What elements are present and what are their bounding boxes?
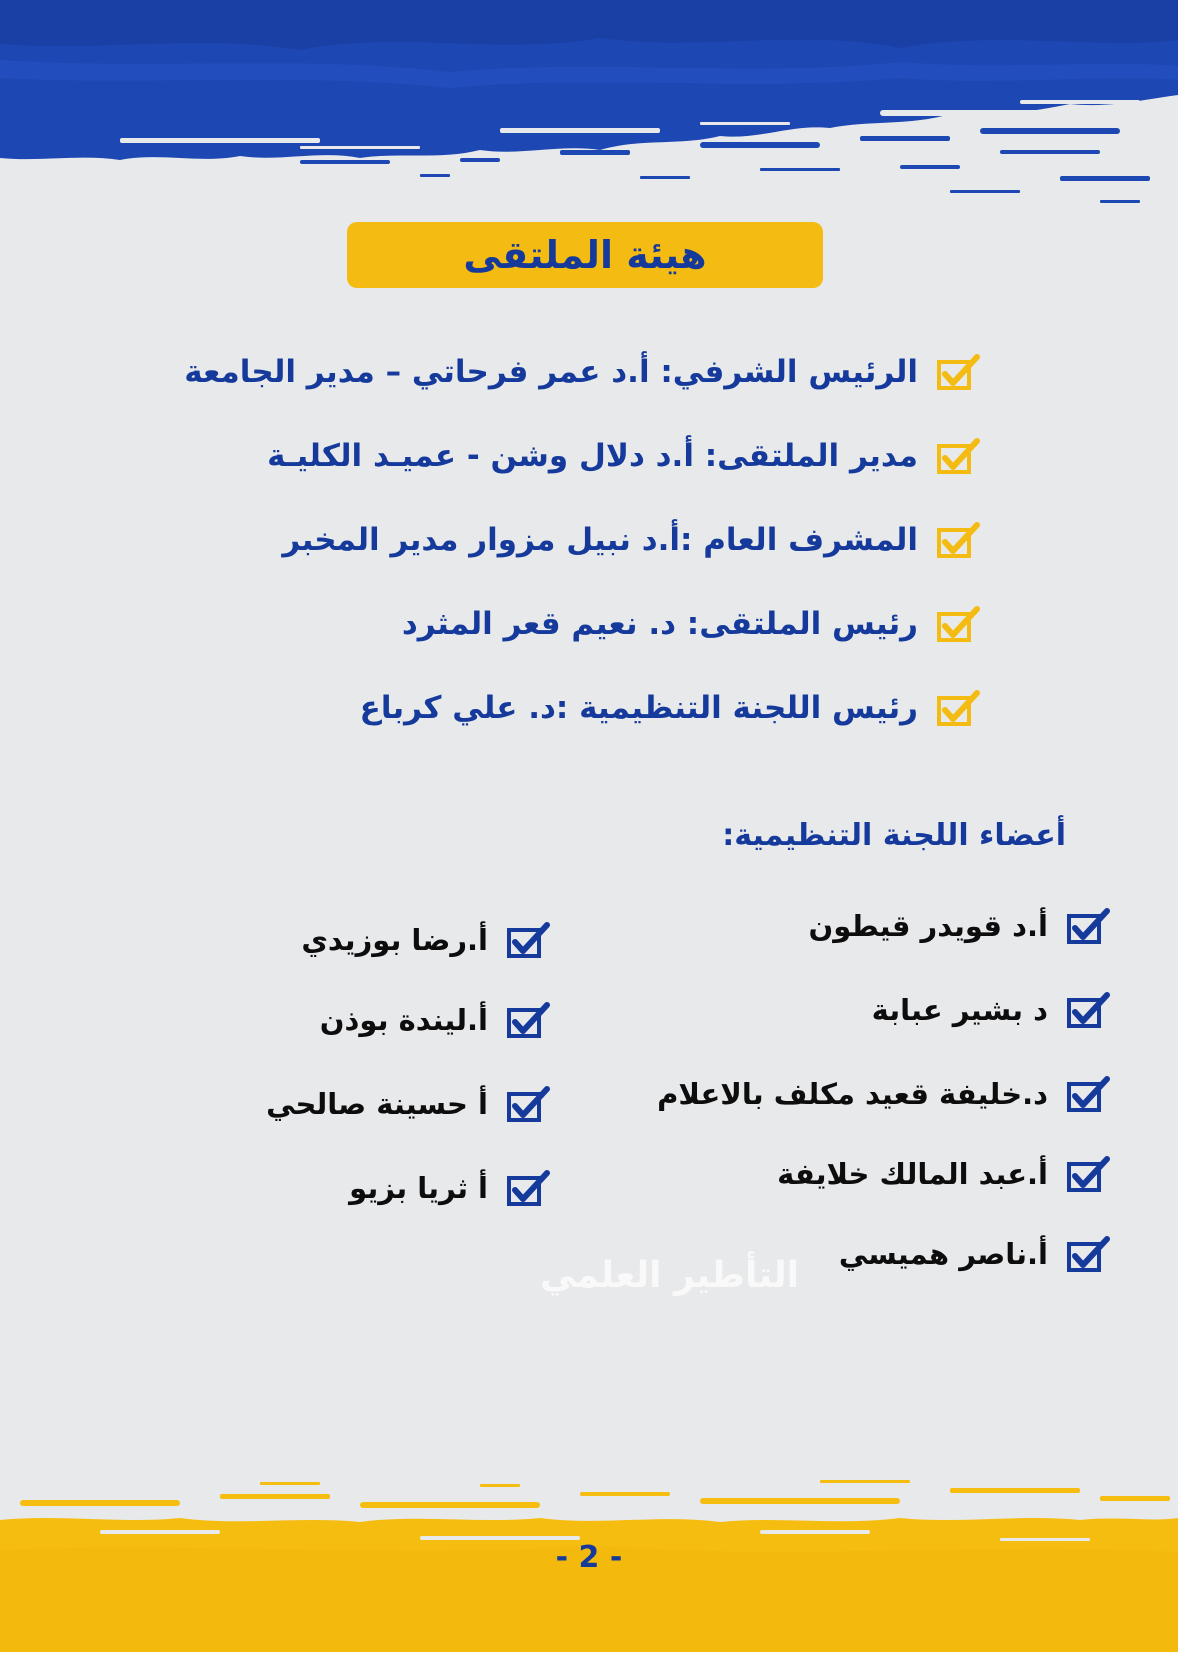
committee-text: المشرف العام :أ.د نبيل مزوار مدير المخبر <box>282 522 918 558</box>
yellow-check-icon <box>936 520 980 560</box>
member-item <box>657 1074 1110 1114</box>
member-name: أ ثريا بزيو <box>349 1171 488 1205</box>
blue-check-icon <box>1066 1154 1110 1194</box>
member-item <box>839 1234 1110 1274</box>
committee-item <box>184 352 980 392</box>
blue-check-icon <box>506 1084 550 1124</box>
members-heading: أعضاء اللجنة التنظيمية: <box>722 818 1066 853</box>
yellow-check-icon <box>936 688 980 728</box>
page-title: هيئة الملتقى <box>463 233 707 277</box>
yellow-check-icon <box>936 604 980 644</box>
member-item <box>301 920 550 960</box>
watermark-text: التأطير العلمي <box>540 1255 800 1296</box>
title-banner <box>347 222 823 288</box>
blue-check-icon <box>1066 906 1110 946</box>
yellow-check-icon <box>936 352 980 392</box>
member-item <box>266 1084 550 1124</box>
blue-check-icon <box>1066 990 1110 1030</box>
member-item <box>808 906 1110 946</box>
yellow-check-icon <box>936 436 980 476</box>
committee-text: الرئيس الشرفي: أ.د عمر فرحاتي – مدير الجامعة <box>184 354 918 390</box>
committee-item <box>360 688 980 728</box>
member-name: أ حسينة صالحي <box>266 1087 488 1121</box>
member-name: د بشير عبابة <box>871 993 1048 1027</box>
top-blue-brush-band <box>0 0 1178 230</box>
member-name: أ.د قويدر قيطون <box>808 909 1048 943</box>
member-name: أ.رضا بوزيدي <box>301 923 488 957</box>
committee-item <box>282 520 980 560</box>
member-name: د.خليفة قعيد مكلف بالاعلام <box>657 1077 1048 1111</box>
blue-check-icon <box>1066 1234 1110 1274</box>
blue-check-icon <box>506 920 550 960</box>
member-item <box>320 1000 550 1040</box>
blue-check-icon <box>1066 1074 1110 1114</box>
committee-text: مدير الملتقى: أ.د دلال وشن - عميـد الكليـة <box>267 438 918 474</box>
member-name: أ.ليندة بوذن <box>319 1003 488 1037</box>
member-item <box>777 1154 1110 1194</box>
committee-item <box>267 436 980 476</box>
member-item <box>872 990 1110 1030</box>
member-item <box>349 1168 550 1208</box>
member-name: أ.عبد المالك خلايفة <box>777 1157 1048 1191</box>
page-edge <box>1178 0 1182 1654</box>
committee-text: رئيس الملتقى: د. نعيم قعر المثرد <box>401 606 918 642</box>
committee-text: رئيس اللجنة التنظيمية :د. علي كرباع <box>359 690 918 726</box>
committee-item <box>402 604 980 644</box>
page-number: - 2 - <box>555 1540 623 1575</box>
member-name: أ.ناصر هميسي <box>838 1237 1048 1271</box>
blue-check-icon <box>506 1000 550 1040</box>
blue-check-icon <box>506 1168 550 1208</box>
